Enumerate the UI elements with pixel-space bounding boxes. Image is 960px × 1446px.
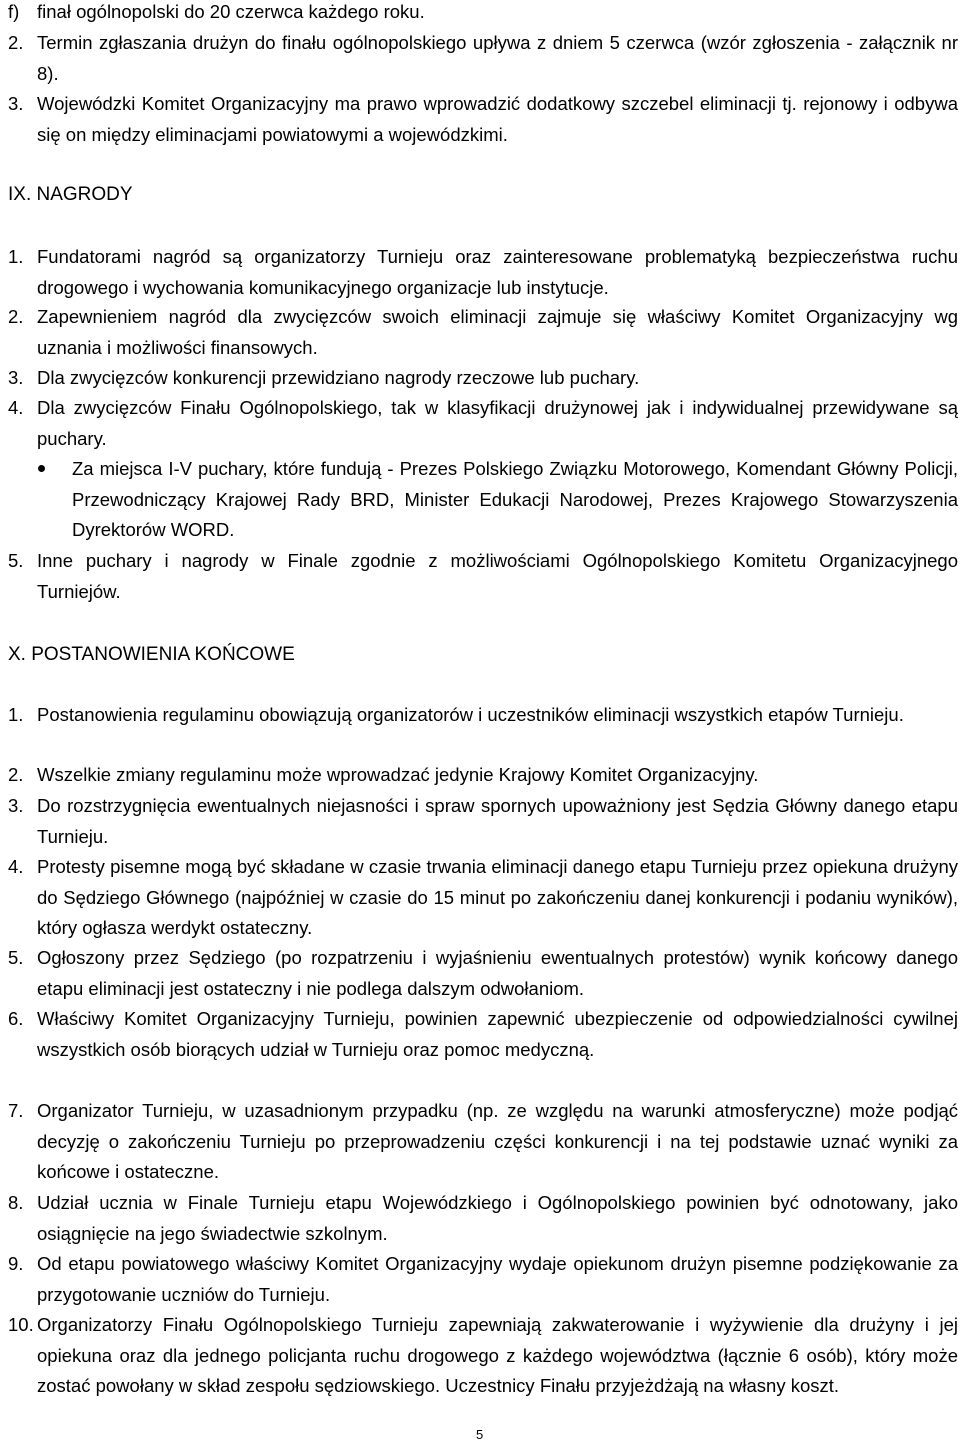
item-text: Udział ucznia w Finale Turnieju etapu Wojewódzkiego i Ogólnopolskiego powinien być odnotowany, jako osiągnięcie na jego świadectwie szkolnym.: [37, 1192, 958, 1244]
item-text: Wojewódzki Komitet Organizacyjny ma prawo wprowadzić dodatkowy szczebel eliminacji tj. rejonowy i odbywa się on między eliminacjami powiatowymi a wojewódzkimi.: [37, 93, 958, 145]
item-number: 7.: [8, 1100, 24, 1121]
bullet-text: Za miejsca I-V puchary, które fundują - Prezes Polskiego Związku Motorowego, Komendant Główny Policji, Przewodniczący Krajowej Rady BRD, Minister Edukacji Narodowej, Prezes Krajowego Stowarzyszenia Dyrektorów WORD.: [72, 458, 958, 540]
item-number: 9.: [8, 1253, 24, 1274]
item-number: 8.: [8, 1192, 24, 1213]
list-item: [8, 700, 958, 731]
item-text: Organizatorzy Finału Ogólnopolskiego Turnieju zapewniają zakwaterowanie i wyżywienie dla drużyny i jej opiekuna oraz dla jednego policjanta ruchu drogowego z każdego województwa (łącznie 6 osób), który może zostać powołany w skład zespołu sędziowskiego. Uczestnicy Finału przyjeżdżają na własny koszt.: [37, 1314, 958, 1396]
item-text: Fundatorami nagród są organizatorzy Turnieju oraz zainteresowane problematyką bezpieczeństwa ruchu drogowego i wychowania komunikacyjnego organizacje lub instytucje.: [37, 246, 958, 298]
section-heading: IX. NAGRODY: [8, 184, 133, 205]
item-number: 2.: [8, 32, 24, 53]
list-item: [8, 791, 958, 852]
item-number: f): [8, 1, 20, 22]
item-text: Termin zgłaszania drużyn do finału ogólnopolskiego upływa z dniem 5 czerwca (wzór zgłoszenia - załącznik nr 8).: [37, 32, 958, 84]
item-number: 4.: [8, 856, 24, 877]
list-item: [8, 1249, 958, 1310]
item-text: Od etapu powiatowego właściwy Komitet Organizacyjny wydaje opiekunom drużyn pisemne podziękowanie za przygotowanie uczniów do Turnieju.: [37, 1253, 958, 1305]
list-item: [8, 0, 958, 28]
section-heading: X. POSTANOWIENIA KOŃCOWE: [8, 644, 295, 665]
list-item: [8, 1310, 958, 1402]
list-item: [8, 546, 958, 607]
item-text: Postanowienia regulaminu obowiązują organizatorów i uczestników eliminacji wszystkich etapów Turnieju.: [37, 704, 904, 725]
list-item: [8, 760, 958, 791]
list-item: [8, 302, 958, 363]
item-number: 10.: [8, 1314, 34, 1335]
item-text: Właściwy Komitet Organizacyjny Turnieju, powinien zapewnić ubezpieczenie od odpowiedzialności cywilnej wszystkich osób biorących udział w Turnieju oraz pomoc medyczną.: [37, 1008, 958, 1060]
list-item: [8, 1004, 958, 1065]
item-number: 5.: [8, 947, 24, 968]
item-text: Protesty pisemne mogą być składane w czasie trwania eliminacji danego etapu Turnieju przez opiekuna drużyny do Sędziego Głównego (najpóźniej w czasie do 15 minut po zakończeniu danej konkurencji i podaniu wyników), który ogłasza werdykt ostateczny.: [37, 856, 958, 938]
bullet-item: [37, 454, 958, 546]
list-item: [8, 1096, 958, 1188]
item-text: Wszelkie zmiany regulaminu może wprowadzać jedynie Krajowy Komitet Organizacyjny.: [37, 764, 759, 785]
item-text: Organizator Turnieju, w uzasadnionym przypadku (np. ze względu na warunki atmosferyczne) może podjąć decyzję o zakończeniu Turnieju po przeprowadzeniu części konkurencji i na tej podstawie uznać wyniki za końcowe i ostateczne.: [37, 1100, 958, 1182]
item-number: 6.: [8, 1008, 24, 1029]
item-number: 1.: [8, 704, 24, 725]
item-number: 3.: [8, 93, 24, 114]
list-item: [8, 89, 958, 150]
item-number: 3.: [8, 367, 24, 388]
item-text: finał ogólnopolski do 20 czerwca każdego roku.: [37, 1, 425, 22]
list-item: [8, 1188, 958, 1249]
list-item: [8, 852, 958, 944]
item-text: Inne puchary i nagrody w Finale zgodnie z możliwościami Ogólnopolskiego Komitetu Organizacyjnego Turniejów.: [37, 550, 958, 602]
list-item: [8, 393, 958, 454]
item-number: 2.: [8, 764, 24, 785]
item-number: 3.: [8, 795, 24, 816]
item-number: 2.: [8, 306, 24, 327]
item-number: 1.: [8, 246, 24, 267]
page-number: 5: [476, 1427, 484, 1442]
item-text: Dla zwycięzców Finału Ogólnopolskiego, tak w klasyfikacji drużynowej jak i indywidualnej przewidywane są puchary.: [37, 397, 958, 449]
item-text: Do rozstrzygnięcia ewentualnych niejasności i spraw spornych upoważniony jest Sędzia Główny danego etapu Turnieju.: [37, 795, 958, 847]
item-number: 5.: [8, 550, 24, 571]
item-number: 4.: [8, 397, 24, 418]
list-item: [8, 363, 958, 394]
list-item: [8, 943, 958, 1004]
list-item: [8, 28, 958, 89]
list-item: [8, 242, 958, 303]
item-text: Dla zwycięzców konkurencji przewidziano nagrody rzeczowe lub puchary.: [37, 367, 640, 388]
item-text: Ogłoszony przez Sędziego (po rozpatrzeniu i wyjaśnieniu ewentualnych protestów) wynik końcowy danego etapu eliminacji jest ostateczny i nie podlega dalszym odwołaniom.: [37, 947, 958, 999]
item-text: Zapewnieniem nagród dla zwycięzców swoich eliminacji zajmuje się właściwy Komitet Organizacyjny wg uznania i możliwości finansowych.: [37, 306, 958, 358]
